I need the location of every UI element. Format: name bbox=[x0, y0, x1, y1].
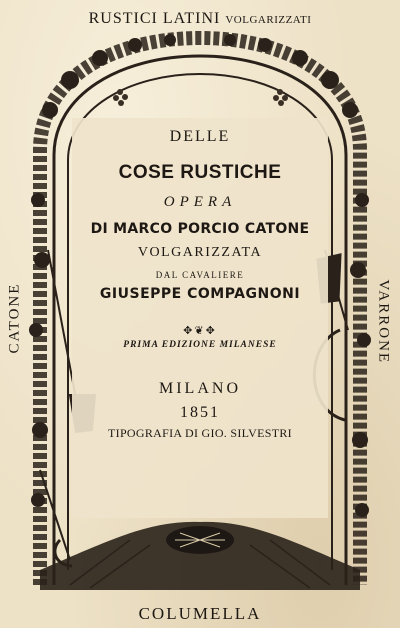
title-prefix: DELLE bbox=[169, 128, 231, 145]
publication-city: MILANO bbox=[159, 380, 241, 397]
translated-label: VOLGARIZZATA bbox=[137, 245, 263, 260]
translator-name: GIUSEPPE COMPAGNONI bbox=[99, 286, 301, 302]
ornament-icon: ✥❦✥ bbox=[183, 324, 217, 337]
spine-label-left: CATONE bbox=[6, 282, 23, 354]
author-line: DI MARCO PORCIO CATONE bbox=[90, 221, 310, 237]
edition-note: PRIMA EDIZIONE MILANESE bbox=[123, 340, 277, 350]
spine-label-right: VARRONE bbox=[375, 279, 392, 365]
series-subtitle: VOLGARIZZATI bbox=[225, 14, 312, 26]
wheat-sheaf-icon bbox=[40, 522, 360, 590]
book-title: COSE RUSTICHE bbox=[118, 162, 282, 183]
footer-label: COLUMELLA bbox=[138, 604, 262, 623]
printer-line: TIPOGRAFIA DI GIO. SILVESTRI bbox=[108, 426, 292, 440]
title-block bbox=[80, 128, 320, 441]
publication-year: 1851 bbox=[180, 404, 220, 421]
translator-prefix: DAL CAVALIERE bbox=[155, 270, 245, 280]
opera-label: OPERA bbox=[163, 194, 237, 210]
series-header bbox=[0, 10, 400, 28]
series-title: RUSTICI LATINI bbox=[88, 10, 221, 27]
